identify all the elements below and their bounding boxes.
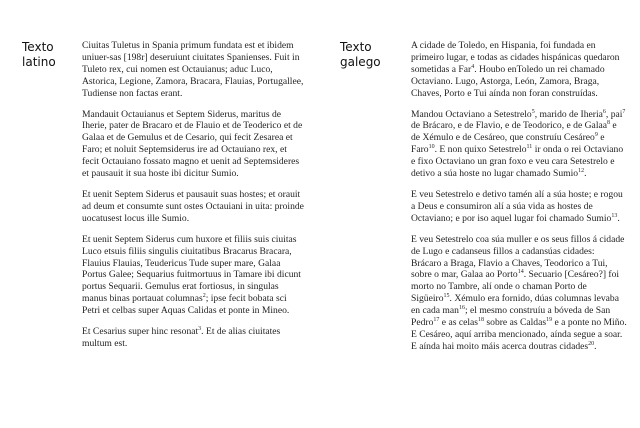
paragraph: [82, 189, 304, 225]
paragraph-text: Et uenit Septem Siderus et pausauit suas hostes; et orauit ad deum et consumte sunt ostes Octauiani in uita: proinde uocatusest locus ille Sumio.: [82, 188, 304, 224]
paragraph-text: ; ipse fecit bobata sci Petri et celbas super Aquas Calidas et ponte in Mineo.: [82, 293, 290, 317]
paragraph-text: e de Xémulo e de Cesáreo, que construíu Cesáreo: [411, 120, 617, 144]
footnote-marker: 12: [578, 167, 585, 174]
footnote-marker: 10: [428, 144, 435, 151]
paragraph-text: . Et de alias ciuitates multum est.: [82, 326, 281, 349]
footnote-marker: 5: [531, 108, 535, 115]
paragraph-text: .: [584, 168, 587, 180]
paragraph-text: . E non quixo Setestrelo: [434, 144, 527, 156]
footnote-marker: 13: [611, 212, 618, 219]
footnote-marker: 11: [526, 144, 533, 151]
footnote-marker: 17: [433, 316, 440, 323]
paragraph-text: E veu Setestrelo coa súa muller e os seus fillos á cidade de Lugo e cadanseus fillos a cadansúas cidades: Brácaro a Braga, Flavio a Chaves, Teodorico a Tui, sobre o mar, Galaa ao Porto: [411, 233, 625, 281]
footnote-marker: 18: [478, 316, 485, 323]
paragraph-text: A cidade de Toledo, en Hispania, foi fundada en primeiro lugar, e todas as cidades hispánicas quedaron sometidas a Far: [411, 40, 620, 75]
paragraph-text: e as celas: [439, 317, 479, 329]
footnote-marker: 14: [517, 269, 524, 276]
paragraph-text: sobre as Caldas: [484, 317, 547, 329]
footnote-marker: 2: [202, 293, 206, 300]
footnote-marker: 6: [602, 108, 606, 115]
paragraph-text: , marido de Iheria: [534, 108, 603, 120]
footnote-marker: 20: [588, 340, 595, 347]
footnote-marker: 3: [198, 325, 202, 332]
paragraph-text: .: [594, 340, 597, 352]
paragraph: [82, 234, 304, 317]
paragraph: [411, 234, 627, 353]
galician-text-column: [411, 40, 627, 362]
paragraph-text: e a ponte no Miño. E Cesáreo, aquí arriba mencionado, aínda segue a soar. E aínda hai moito máis acerca doutras cidades: [411, 317, 627, 352]
footnote-marker: 7: [622, 108, 626, 115]
footnote-marker: 15: [443, 293, 450, 300]
paragraph: [82, 109, 304, 180]
paragraph-text: e Faro: [411, 132, 605, 156]
paragraph-text: . Xémulo era fornido, dúas columnas levaba en cada man: [411, 293, 619, 317]
paragraph-text: , pai: [605, 108, 623, 120]
paragraph-text: E veu Setestrelo e detivo tamén alí a súa hoste; e rogou a Deus e consumiron alí a súa vida as hostes de Octaviano; e por iso aquel lugar foi chamado Sumio: [411, 188, 623, 224]
paragraph-text: Mandou Octaviano a Setestrelo: [411, 108, 532, 120]
footnote-marker: 9: [594, 132, 598, 139]
latin-text-column: [82, 40, 304, 359]
paragraph-text: .: [617, 212, 620, 224]
paragraph: [411, 109, 627, 180]
paragraph: [411, 40, 627, 100]
paragraph-text: Ciuitas Tuletus in Spania primum fundata est et ibidem uniuer-sas [198r] deseruiunt ciuitates Spanienses. Fuit in Tuleto rex, cui nomen est Octauianus; aduc Luco, Astorica, Legione, Zamora, Bracara, Flauias, Portugallee, Tudiense non factas erant.: [82, 40, 304, 99]
paragraph-text: . Houbo enToledo un rei chamado Octaviano. Lugo, Astorga, León, Zamora, Braga, Chaves, Porto e Tui aínda non foran construídas.: [411, 63, 605, 99]
paragraph: [411, 189, 627, 225]
latin-text-heading: Texto latino: [22, 40, 56, 69]
galician-text-heading: Texto galego: [340, 40, 381, 69]
paragraph: [82, 326, 304, 350]
paragraph-text: de Brácaro, e de Flavio, e de Teodorico, e de Galaa: [411, 120, 608, 132]
paragraph-text: ; el mesmo construíu a bóveda de San Pedro: [411, 305, 611, 329]
paragraph-text: ir onda o rei Octaviano e fixo Octaviano un gran foxo e veu cara Setestrelo e detivo a súa hoste no lugar chamado Sumio: [411, 144, 624, 180]
footnote-marker: 19: [546, 316, 553, 323]
paragraph-text: Mandauit Octauianus et Septem Siderus, maritus de Iherie, pater de Bracaro et de Flauio et de Teoderico et de Galaa et de Gemulus et de Cesario, qui fecit Zesarea et Faro; et noluit Septemsiderus ire ad Octauiano rex, et fecit Octauiano fossato magno et uenit ad Septemsideres et pausauit it sua hoste ibi dicitur Sumio.: [82, 108, 303, 180]
footnote-marker: 4: [471, 63, 475, 70]
footnote-marker: 16: [458, 304, 465, 311]
footnote-marker: 8: [607, 120, 611, 127]
paragraph-text: Et uenit Septem Siderus cum huxore et filiis suis ciuitas Luco etsuis filiis singulis ciuitatibus Bracarus Bracara, Flauius Flauias, Teudericus Tude super mare, Galaa Portus Galee; Sequarius fuitmortuus in Tamare ibi dicunt portus Sequarii. Gemulus erat fortiosus, in singulas manus binas portauat columnas: [82, 233, 301, 305]
paragraph-text: Et Cesarius super hinc resonat: [82, 326, 199, 338]
paragraph: [82, 40, 304, 100]
paragraph-text: . Secuario [Cesáreo?] foi morto no Tambre, alí onde o chaman Porto de Sigüeiro: [411, 269, 620, 305]
